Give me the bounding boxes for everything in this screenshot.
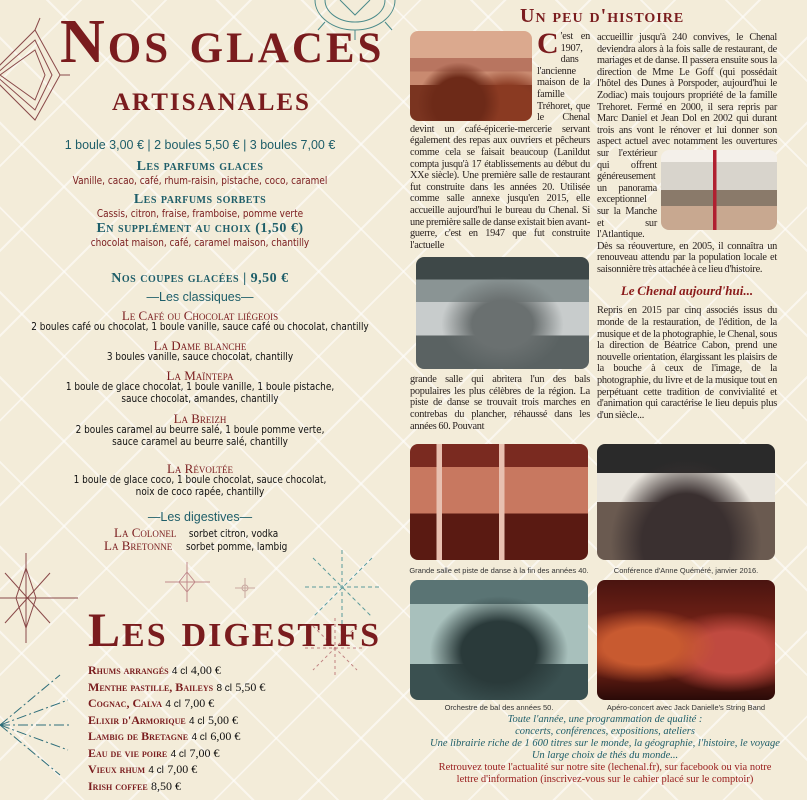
digestives-label: —Les digestives— bbox=[147, 510, 253, 524]
coupe-name: La Bretonne bbox=[104, 538, 173, 553]
history-column-1 bbox=[410, 27, 590, 432]
coupe-desc: sauce chocolat, amandes, chantilly bbox=[121, 393, 279, 405]
history-paragraph: accueillir jusqu'à 240 convives, le Chenal deviendra alors à la fois salle de restaurant, de mariages et de danse. Il passera ensuite sous la direction de Mme Le Goff (qui possédait l'hôtel des Dunes à Porspoder, aujourd'hui le Zodiac) mais toujours propriété de la famille Trehoret. Fermé en 2000, il sera repris par Marc Daniel et Jean Dol en 2002 qui durant trois ans vont le rénover et lui donner son aspect actuel avec notamment les ouvertures bbox=[597, 32, 777, 148]
history-paragraph: 'est en 1907, dans l'ancienne maison de la famille Tréhoret, que le Chenal devint un café-épicerie-mercerie servant également des repas aux ouvriers et pêcheurs comme cela se faisait beaucoup (Lanildut compta jusqu'à 17 établissements au début du XXe siècle). Une première salle de restaurant fut construite dans les années 20. Utilisée comme salle annexe jusqu'en 2015, elle accueille aujourd'hui le bureau du Chenal. Si une première salle de danse existait bien avant-guerre, c'est en 1947 que fut construite l'actuelle bbox=[410, 31, 590, 251]
coupe-desc: 3 boules vanille, sauce chocolat, chantilly bbox=[106, 351, 294, 363]
digestif-item bbox=[88, 762, 348, 779]
coupe-desc: sorbet pomme, lambig bbox=[185, 541, 288, 553]
photo-caption: Grande salle et piste de danse à la fin des années 40. bbox=[409, 566, 589, 575]
digestif-name: Elixir d'Armorique bbox=[88, 712, 186, 727]
digestif-price: 6,00 € bbox=[210, 729, 241, 743]
coupe-digestive bbox=[0, 540, 400, 553]
page-subtitle: artisanales bbox=[112, 78, 311, 118]
photo-restaurant-room bbox=[661, 150, 777, 230]
coupe-desc: 1 boule de glace coco, 1 boule chocolat, sauce chocolat, bbox=[73, 474, 327, 486]
digestif-price: 5,50 € bbox=[235, 679, 266, 694]
teal-burst-left-icon bbox=[0, 670, 70, 780]
coupe-name: La Dame blanche bbox=[153, 338, 247, 353]
tiny-star-icon bbox=[235, 578, 255, 598]
digestif-price: 5,00 € bbox=[207, 712, 238, 727]
digestif-name: Rhums arrangés bbox=[88, 663, 169, 677]
section-title: Les parfums glaces bbox=[136, 159, 264, 174]
photo-orchestra bbox=[410, 580, 588, 700]
digestif-name: Irish coffee bbox=[88, 778, 148, 793]
photo-caption: Conférence d'Anne Quéméré, janvier 2016. bbox=[613, 566, 759, 575]
digestif-qty: 4 cl bbox=[170, 748, 187, 760]
footer-line: concerts, conférences, expositions, ateliers bbox=[515, 726, 695, 737]
digestif-name: Lambig de Bretagne bbox=[88, 729, 189, 743]
digestif-item bbox=[88, 746, 348, 763]
digestif-name: Cognac, Calva bbox=[88, 696, 163, 710]
digestif-item bbox=[88, 680, 348, 697]
starburst-icon bbox=[0, 548, 80, 648]
digestif-qty: 4 cl bbox=[191, 732, 207, 743]
footer-line: Toute l'année, une programmation de qualité : bbox=[507, 714, 703, 725]
section-text: Vanille, cacao, café, rhum-raisin, pistache, coco, caramel bbox=[72, 175, 328, 187]
page-title: Nos glaces bbox=[60, 8, 385, 76]
today-paragraph: Repris en 2015 par cinq associés issus du monde de la restauration, de l'édition, de la musique et de la photographie, le Chenal, sous la direction de Béatrice Cabon, prend une nouvelle orientation, élargissant les plaisirs de la bouche à ceux de l'image, de la photographie, du livre et de la musique tout en perpétuant cette tradition de convivialité et d'animation qui caractérise le lieu depuis plus d'un siècle... bbox=[597, 305, 777, 421]
photo-old-house bbox=[410, 31, 532, 121]
today-subtitle: Le Chenal aujourd'hui... bbox=[620, 283, 754, 299]
coupe-desc: noix de coco rapée, chantilly bbox=[135, 486, 265, 498]
coupe-name: La Colonel bbox=[114, 525, 177, 540]
section-text: Cassis, citron, fraise, framboise, pomme verte bbox=[96, 208, 304, 220]
digestif-qty: 4 cl bbox=[148, 765, 164, 776]
digestif-price: 7,00 € bbox=[184, 696, 215, 710]
digestif-price: 4,00 € bbox=[190, 663, 221, 677]
digestif-name: Vieux rhum bbox=[88, 762, 145, 776]
digestif-item bbox=[88, 713, 348, 730]
digestif-item bbox=[88, 779, 348, 796]
digestif-qty: 4 cl bbox=[165, 699, 181, 710]
photo-dance-hall bbox=[410, 444, 588, 560]
digestif-item bbox=[88, 729, 348, 746]
digestifs-title: Les digestifs bbox=[88, 604, 382, 657]
digestif-qty: 4 cl bbox=[189, 715, 205, 727]
coupe-name: La Breizh bbox=[173, 411, 227, 426]
footer-line: Retrouvez toute l'actualité sur notre site (lechenal.fr), sur facebook ou via notre bbox=[438, 762, 772, 773]
digestifs-list bbox=[88, 663, 348, 795]
history-column-2 bbox=[597, 32, 777, 421]
photo-concert bbox=[597, 580, 775, 700]
coupe-name: La Maïntepa bbox=[166, 368, 234, 383]
digestif-name: Menthe pastille, Baileys bbox=[88, 679, 214, 694]
photo-caption: Apéro-concert avec Jack Danielle's String Band bbox=[606, 703, 766, 712]
classiques-label: —Les classiques— bbox=[146, 290, 254, 304]
coupes-title: Nos coupes glacées | 9,50 € bbox=[111, 271, 289, 286]
coupe-name: Le Café ou Chocolat liégeois bbox=[121, 308, 279, 323]
coupe-desc: 1 boule de glace chocolat, 1 boule vanille, 1 boule pistache, bbox=[65, 381, 335, 393]
coupe-digestive bbox=[0, 527, 400, 540]
footer-line: Une librairie riche de 1 600 titres sur le monde, la géographie, l'histoire, le voyage bbox=[430, 738, 780, 749]
digestif-item bbox=[88, 696, 348, 713]
section-text: chocolat maison, café, caramel maison, chantilly bbox=[90, 237, 310, 249]
history-paragraph: grande salle qui abritera l'un des bals populaires les plus célèbres de la région. La piste de danse se trouvait trois marches en contrebas du plancher, réhaussé dans les années 60. Pouvant bbox=[410, 374, 590, 432]
coupe-name: La Révoltée bbox=[166, 461, 234, 476]
digestif-name: Eau de vie poire bbox=[88, 745, 168, 760]
section-title: En supplément au choix (1,50 €) bbox=[96, 221, 304, 236]
small-star-icon bbox=[165, 562, 210, 602]
digestif-price: 7,00 € bbox=[167, 762, 198, 776]
coupe-desc: sauce caramel au beurre salé, chantilly bbox=[112, 436, 288, 448]
photo-caption: Orchestre de bal des années 50. bbox=[444, 703, 554, 712]
digestif-qty: 8 cl bbox=[216, 682, 233, 694]
digestif-price: 7,00 € bbox=[189, 745, 220, 760]
digestif-item bbox=[88, 663, 348, 680]
digestif-price: 8,50 € bbox=[151, 778, 182, 793]
footer-line: lettre d'information (inscrivez-vous sur le cahier placé sur le comptoir) bbox=[456, 774, 754, 785]
drop-cap: C bbox=[537, 27, 559, 60]
coupe-desc: sorbet citron, vodka bbox=[188, 528, 279, 540]
history-paragraph: sur l'extérieur qui offrent généreusement un panorama exceptionnel sur la Manche et sur l'Atlantique. Dès sa réouverture, en 2005, il connaîtra un renouveau attendu par la population locale et saisonnière très attachée à ce lieu d'histoire. bbox=[597, 147, 777, 275]
coupe-desc: 2 boules café ou chocolat, 1 boule vanille, sauce café ou chocolat, chantilly bbox=[31, 321, 369, 333]
coupe-desc: 2 boules caramel au beurre salé, 1 boule pomme verte, bbox=[75, 424, 325, 436]
scoop-prices: 1 boule 3,00 € | 2 boules 5,50 € | 3 boules 7,00 € bbox=[64, 138, 336, 152]
digestif-qty: 4 cl bbox=[171, 666, 188, 677]
footer-line: Un large choix de thés du monde... bbox=[531, 750, 679, 761]
photo-conference bbox=[597, 444, 775, 560]
photo-group-car bbox=[416, 257, 589, 369]
footer-info bbox=[405, 714, 805, 786]
section-title: Les parfums sorbets bbox=[133, 192, 267, 207]
history-title: Un peu d'histoire bbox=[520, 5, 685, 27]
